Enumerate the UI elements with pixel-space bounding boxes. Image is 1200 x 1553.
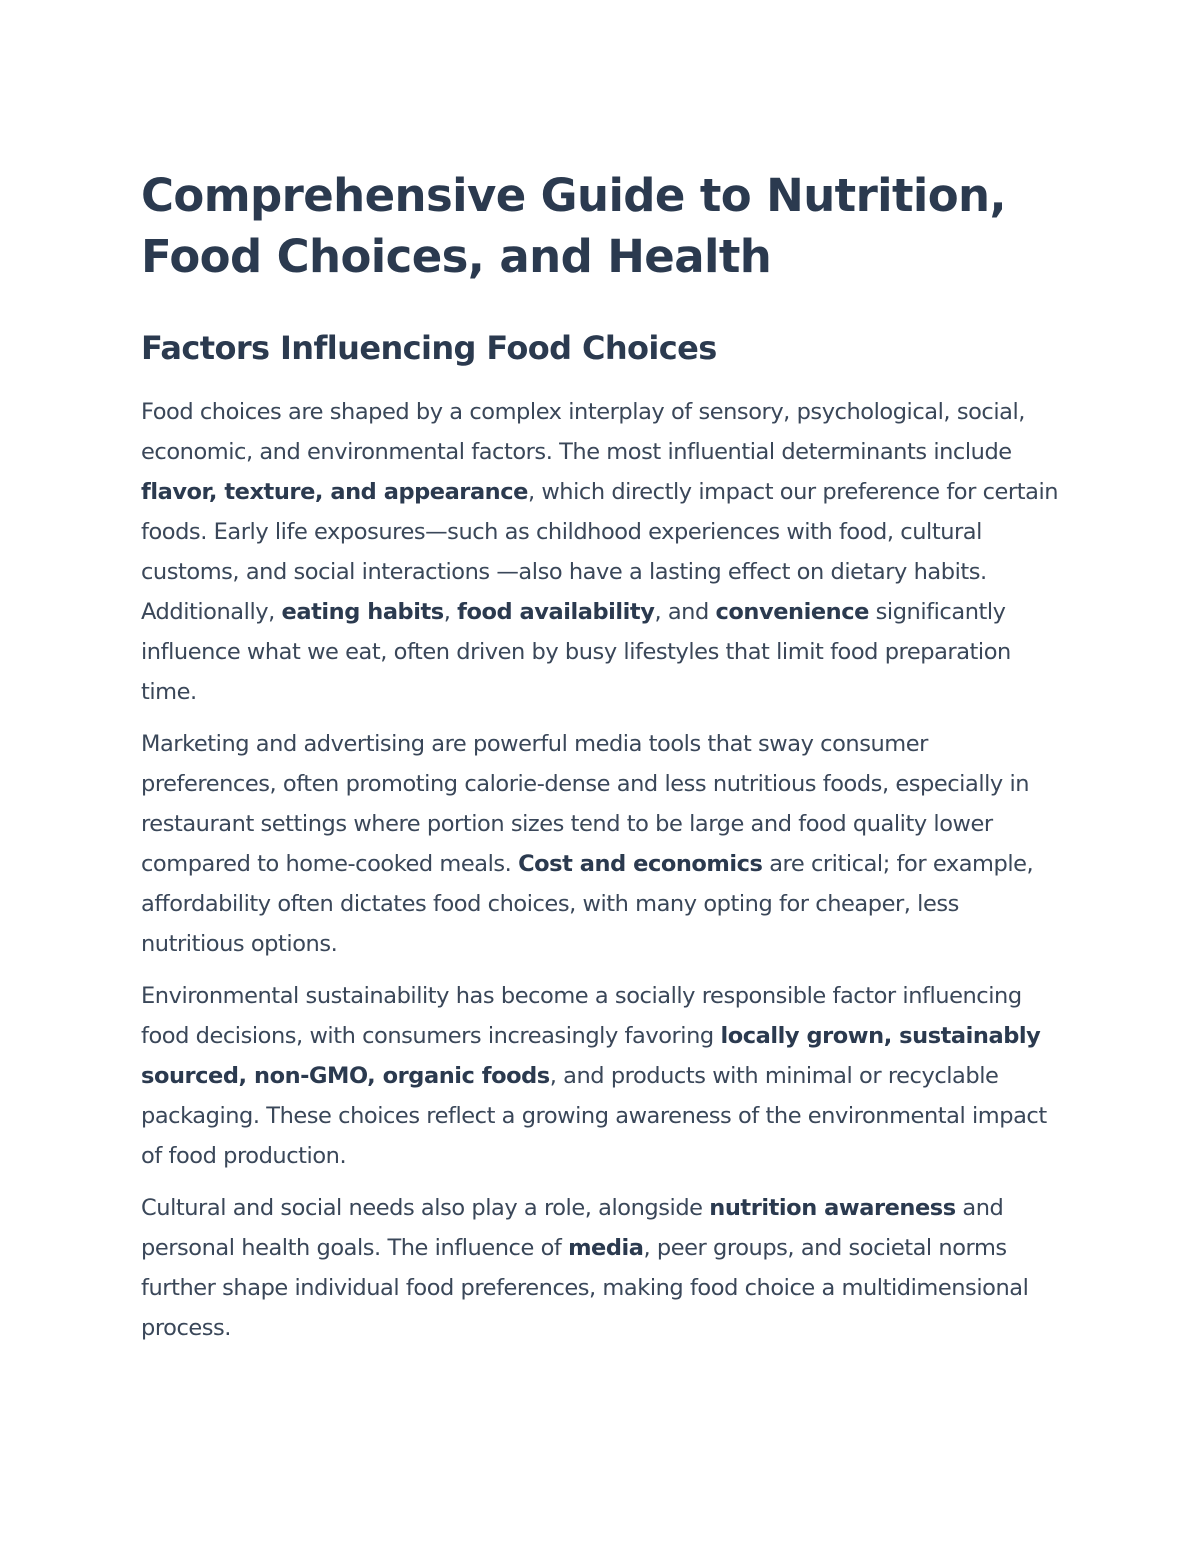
paragraph-food-choice-factors [141,392,1061,712]
document-page [141,165,1061,1348]
text-run: , and products with minimal or recyclable packaging. These choices reflect a growing awareness of the environmental impact of food production. [141,1063,1047,1169]
text-run: , [443,599,458,625]
page-title [141,165,1061,287]
text-run: , peer groups, and societal norms further shape individual food preferences, making food choice a multidimensional process. [141,1235,1029,1341]
bold-phrase: food availability [457,599,655,625]
bold-phrase: media [568,1235,644,1261]
bold-phrase: Cost and economics [518,851,763,877]
text-run: and personal health goals. The influence of [141,1195,1004,1261]
title-line-2: Food Choices, and Health [141,230,772,283]
bold-phrase: flavor, texture, and appearance [141,479,528,505]
title-line-1: Comprehensive Guide to Nutrition, [141,169,1006,222]
text-run: , and [654,599,716,625]
text-run: are critical; for example, affordability often dictates food choices, with many opting for cheaper, less nutritious options. [141,851,1034,957]
bold-phrase: eating habits [281,599,444,625]
bold-phrase: nutrition awareness [709,1195,956,1221]
text-run: Cultural and social needs also play a role, alongside [141,1195,710,1221]
text-run: significantly influence what we eat, often driven by busy lifestyles that limit food preparation time. [141,599,1011,705]
text-run: , which directly impact our preference for certain foods. Early life exposures—such as childhood experiences with food, cultural customs, and social interactions —also have a lasting effect on dietary habits. Additionally, [141,479,1059,625]
text-run: Food choices are shaped by a complex interplay of sensory, psychological, social, economic, and environmental factors. The most influential determinants include [141,399,1025,465]
paragraph-cultural-social [141,1188,1061,1348]
paragraph-marketing [141,724,1061,964]
text-run: Environmental sustainability has become a socially responsible factor influencing food decisions, with consumers increasingly favoring [141,983,1022,1049]
bold-phrase: convenience [715,599,869,625]
text-run: Marketing and advertising are powerful media tools that sway consumer preferences, often promoting calorie-dense and less nutritious foods, especially in restaurant settings where portion sizes tend to be large and food quality lower compared to home-cooked meals. [141,731,1030,877]
section-heading: Factors Influencing Food Choices [141,329,717,367]
bold-phrase: locally grown, sustainably sourced, non-GMO, organic foods [141,1023,1041,1089]
paragraph-sustainability [141,976,1061,1176]
